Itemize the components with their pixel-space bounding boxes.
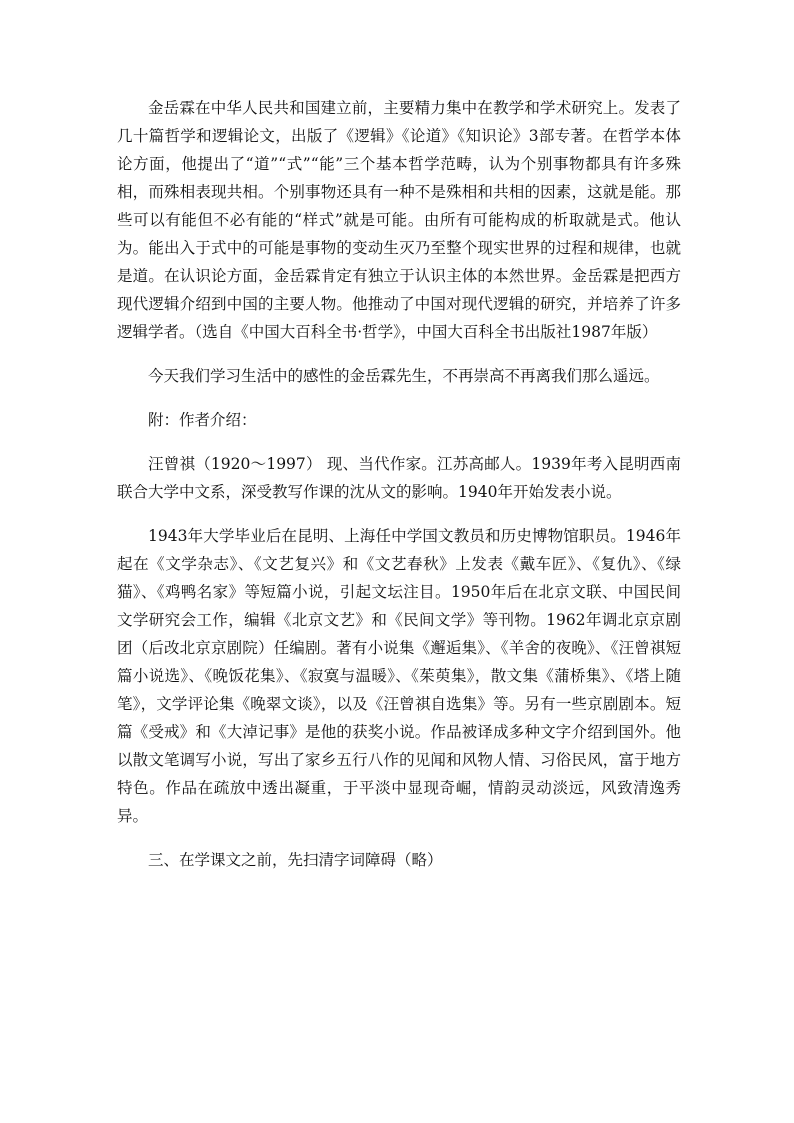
paragraph-today-we-learn: 今天我们学习生活中的感性的金岳霖先生，不再崇高不再离我们那么遥远。 <box>148 367 660 385</box>
document-body <box>117 94 681 890</box>
paragraph-wang-zengqi-intro: 汪曾祺（1920～1997） 现、当代作家。江苏高邮人。1939年考入昆明西南联合大学中文系，深受教写作课的沈从文的影响。1940年开始发表小说。 <box>117 455 681 501</box>
paragraph-section-three: 三、在学课文之前，先扫清字词障碍（略） <box>148 851 443 869</box>
paragraph-wang-zengqi-career: 1943年大学毕业后在昆明、上海任中学国文教员和历史博物馆职员。1946年起在《文学杂志》、《文艺复兴》和《文艺春秋》上发表《戴车匠》、《复仇》、《绿猫》、《鸡鸭名家》等短篇小说，引起文坛注目。1950年后在北京文联、中国民间文学研究会工作，编辑《北京文艺》和《民间文学》等刊物。1962年调北京京剧团（后改北京京剧院）任编剧。著有小说集《邂逅集》、《羊舍的夜晚》、《汪曾祺短篇小说选》、《晚饭花集》、《寂寞与温暖》、《茱萸集》，散文集《蒲桥集》、《塔上随笔》，文学评论集《晚翠文谈》，以及《汪曾祺自选集》等。另有一些京剧剧本。短篇《受戒》和《大淖记事》是他的获奖小说。作品被译成多种文字介绍到国外。他以散文笔调写小说，写出了家乡五行八作的见闻和风物人情、习俗民风，富于地方特色。作品在疏放中透出凝重，于平淡中显现奇崛，情韵灵动淡远，风致清逸秀异。 <box>117 527 681 825</box>
paragraph-appendix-heading: 附：作者介绍： <box>148 411 257 429</box>
paragraph-jin-yuelin-bio: 金岳霖在中华人民共和国建立前，主要精力集中在教学和学术研究上。发表了几十篇哲学和逻辑论文，出版了《逻辑》《论道》《知识论》3部专著。在哲学本体论方面，他提出了“道”“式”“能”三个基本哲学范畴，认为个别事物都具有许多殊相，而殊相表现共相。个别事物还具有一种不是殊相和共相的因素，这就是能。那些可以有能但不必有能的“样式”就是可能。由所有可能构成的析取就是式。他认为。能出入于式中的可能是事物的变动生灭乃至整个现实世界的过程和规律，也就是道。在认识论方面，金岳霖肯定有独立于认识主体的本然世界。金岳霖是把西方现代逻辑介绍到中国的主要人物。他推动了中国对现代逻辑的研究，并培养了许多逻辑学者。（选自《中国大百科全书·哲学》，中国大百科全书出版社1987年版） <box>117 99 681 341</box>
